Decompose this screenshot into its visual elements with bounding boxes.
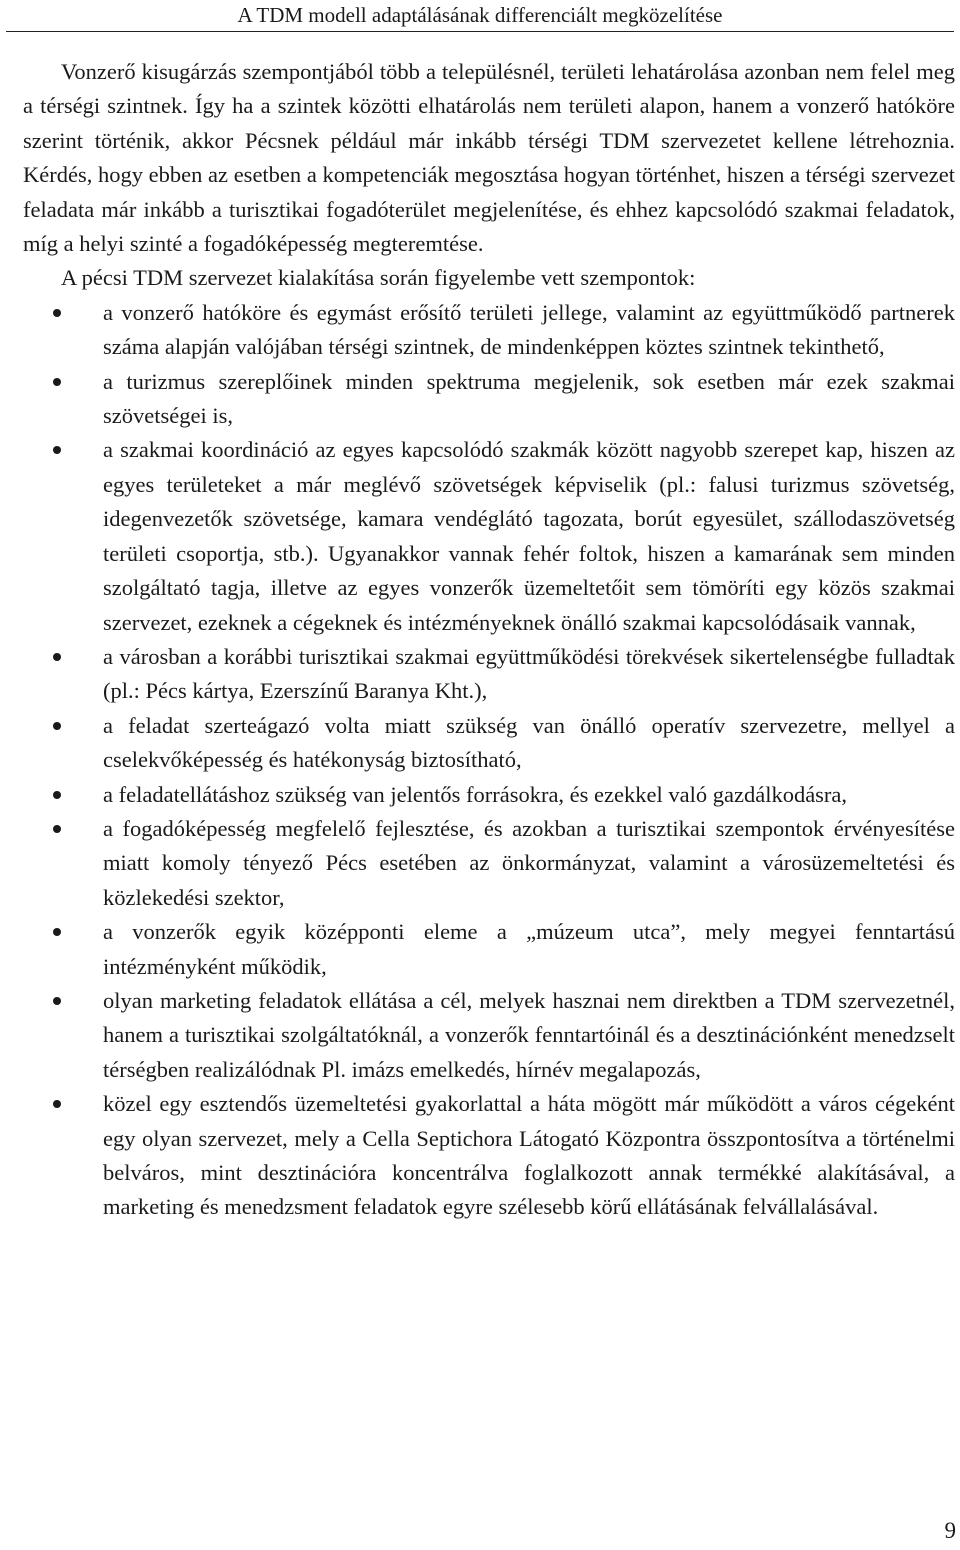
bullet-text: a városban a korábbi turisztikai szakmai együttműködési törekvések sikertelenségbe fulladtak (pl.: Pécs kártya, Ezerszínű Baranya Kht.), — [103, 643, 955, 704]
bullet-text: a fogadóképesség megfelelő fejlesztése, és azokban a turisztikai szempontok érvényesítése miatt komoly tényező Pécs esetében az önkormányzat, valamint a városüzemeltetési és közlekedési szektor, — [103, 815, 955, 910]
bullet-item — [103, 984, 955, 1087]
bullet-dot-icon — [53, 791, 61, 799]
bullet-text: a vonzerők egyik középponti eleme a „múzeum utca”, mely megyei fenntartású intézményként működik, — [103, 919, 955, 979]
bullet-item — [103, 778, 955, 812]
body-text — [23, 55, 955, 1225]
bullet-item — [103, 365, 955, 434]
page-number: 9 — [944, 1518, 956, 1543]
bullet-dot-icon — [53, 928, 61, 936]
intro-paragraph: Vonzerő kisugárzás szempontjából több a településnél, területi lehatárolása azonban nem felel meg a térségi szintnek. Így ha a szintek közötti elhatárolás nem területi alapon, hanem a vonzerő hatóköre szerint történik, akkor Pécsnek például már inkább térségi TDM szervezetet kellene létrehoznia. Kérdés, hogy ebben az esetben a kompetenciák megosztása hogyan történhet, hiszen a térségi szervezet feladata már inkább a turisztikai fogadóterület megjelenítése, és ehhez kapcsolódó szakmai feladatok, míg a helyi szinté a fogadóképesség megteremtése. — [23, 59, 955, 257]
bullet-item — [103, 433, 955, 639]
list-intro: A pécsi TDM szervezet kialakítása során figyelembe vett szempontok: — [61, 265, 696, 291]
bullet-item — [103, 812, 955, 915]
bullet-item — [103, 296, 955, 365]
bullet-dot-icon — [53, 378, 61, 386]
bullet-dot-icon — [53, 309, 61, 317]
bullet-text: közel egy esztendős üzemeltetési gyakorlattal a háta mögött már működött a város cégeként egy olyan szervezet, mely a Cella Septichora Látogató Központra összpontosítva a történelmi belváros, mint desztinációra koncentrálva foglalkozott annak termékké alakításával, a marketing és menedzsment feladatok egyre szélesebb körű ellátásának felvállalásával. — [103, 1091, 955, 1220]
bullet-text: a feladatellátáshoz szükség van jelentős forrásokra, és ezekkel való gazdálkodásra, — [103, 781, 848, 807]
bullet-text: a turizmus szereplőinek minden spektruma megjelenik, sok esetben már ezek szakmai szövetségei is, — [103, 368, 955, 429]
bullet-text: a feladat szerteágazó volta miatt szükség van önálló operatív szervezetre, mellyel a cselekvőképesség és hatékonyság biztosítható, — [103, 712, 955, 773]
running-title: A TDM modell adaptálásának differenciált megközelítése — [237, 3, 723, 27]
bullet-item — [103, 709, 955, 778]
bullet-item — [103, 640, 955, 709]
bullet-text: olyan marketing feladatok ellátása a cél, melyek hasznai nem direktben a TDM szervezetnél, hanem a turisztikai szolgáltatóknál, a vonzerők fenntartóinál és a desztinációnként menedzselt térségben realizálódnak Pl. imázs emelkedés, hírnév megalapozás, — [103, 987, 955, 1082]
bullet-item — [103, 915, 955, 984]
bullet-item — [103, 1087, 955, 1225]
page-header — [0, 0, 960, 33]
bullet-text: a vonzerő hatóköre és egymást erősítő területi jellege, valamint az együttműködő partnerek száma alapján valójában térségi szintnek, de mindenképpen köztes szintnek tekinthető, — [103, 299, 955, 360]
bullet-dot-icon — [53, 653, 61, 661]
bullet-dot-icon — [53, 722, 61, 730]
header-rule — [6, 31, 954, 32]
bullet-dot-icon — [53, 446, 61, 454]
bullet-dot-icon — [53, 1100, 61, 1108]
bullet-text: a szakmai koordináció az egyes kapcsolódó szakmák között nagyobb szerepet kap, hiszen az egyes területeket a már meglévő szövetségek képviselik (pl.: falusi turizmus szövetség, idegenvezetők szövetsége, kamara vendéglátó tagozata, borút egyesület, szállodaszövetség területi csoportja, stb.). Ugyanakkor vannak fehér foltok, hiszen a kamarának sem minden szolgáltató tagja, illetve az egyes vonzerők üzemeltetőit sem tömöríti egy közös szakmai szervezet, ezeknek a cégeknek és intézményeknek önálló szakmai kapcsolódásaik vannak, — [103, 437, 955, 635]
bullet-dot-icon — [53, 825, 61, 833]
bullet-dot-icon — [53, 997, 61, 1005]
bullet-list — [23, 296, 955, 1225]
